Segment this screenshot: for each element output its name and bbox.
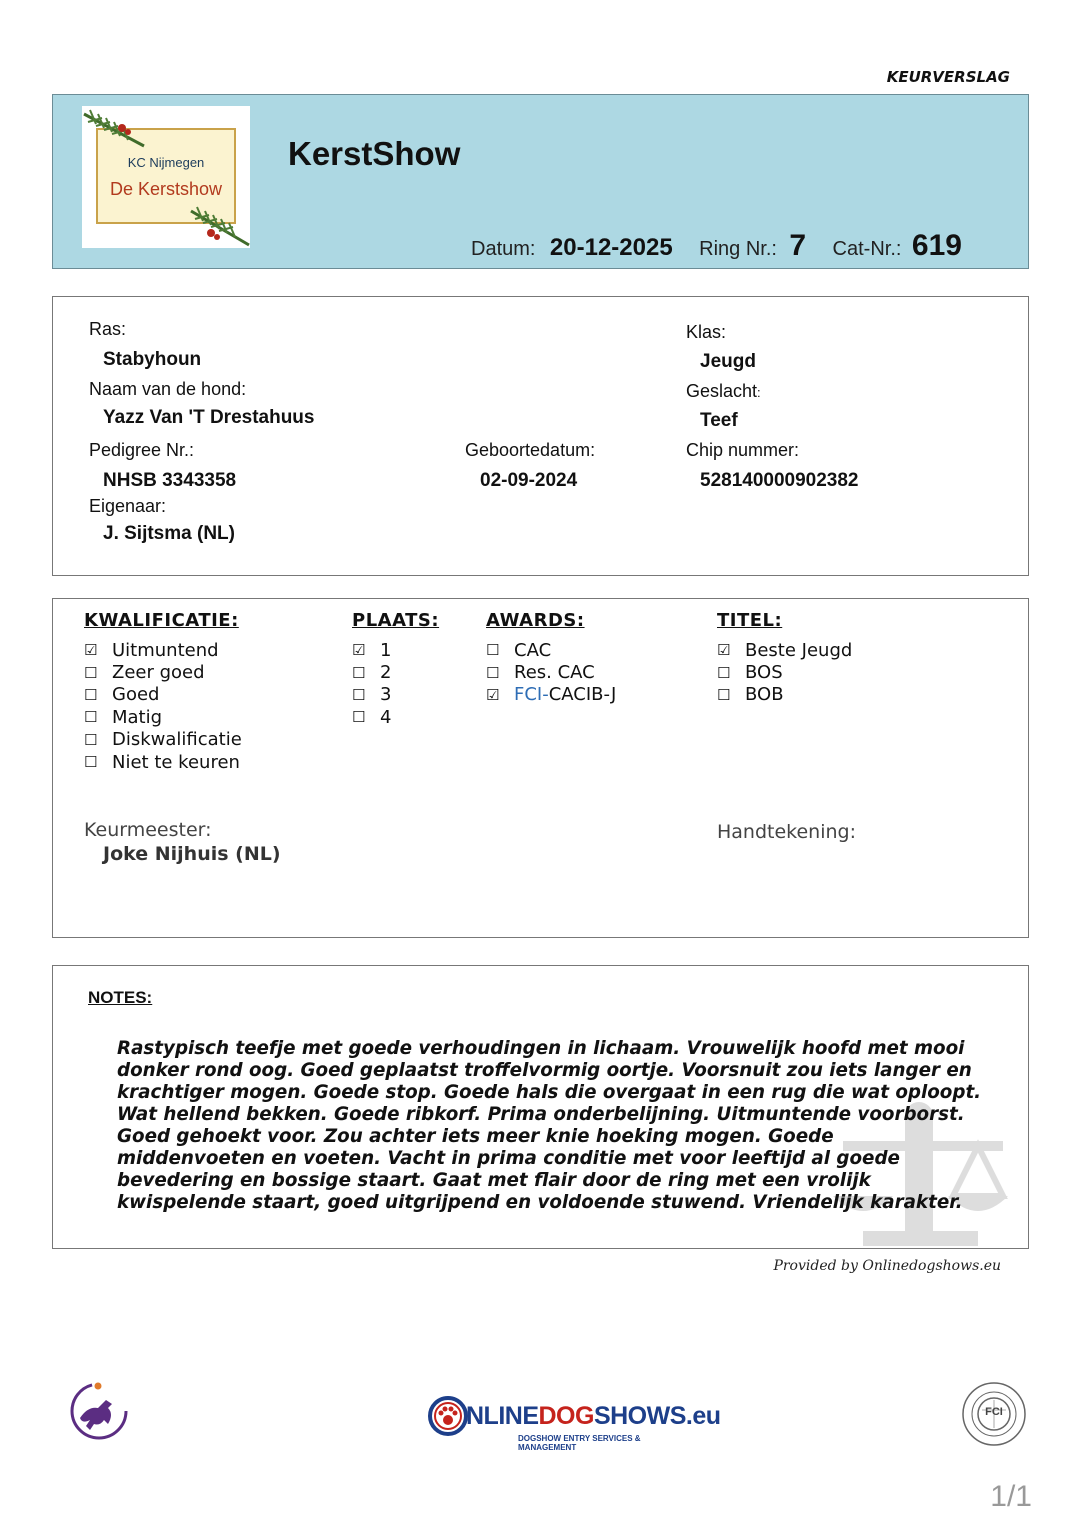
qualification-option-uitmuntend[interactable] <box>84 639 242 661</box>
qualification-option-matig[interactable] <box>84 706 242 728</box>
document-type: KEURVERSLAG <box>886 68 1010 86</box>
qualification-option-diskwalificatie[interactable] <box>84 729 242 751</box>
checkbox[interactable]: ☐ <box>486 663 500 682</box>
wordmark-part: SHOWS.eu <box>593 1402 721 1430</box>
title-option-bos[interactable] <box>717 661 852 683</box>
qualification-option-zeer-goed[interactable] <box>84 661 242 683</box>
option-label: BOB <box>745 684 784 706</box>
ring-value: 7 <box>789 229 807 262</box>
fci-prefix: FCI- <box>514 684 549 706</box>
sex-label <box>686 381 761 402</box>
results-panel <box>52 598 1029 938</box>
signature-label: Handtekening: <box>717 821 857 843</box>
option-label: 2 <box>380 662 392 684</box>
option-label: Goed <box>112 684 160 706</box>
award-option-cacib-j[interactable] <box>486 684 616 706</box>
chip-value: 528140000902382 <box>700 470 859 491</box>
option-label: Res. CAC <box>514 662 595 684</box>
sex-label-text: Geslacht <box>686 381 758 401</box>
notes-panel <box>52 965 1029 1249</box>
qualification-column <box>84 610 242 773</box>
option-label: Matig <box>112 706 163 728</box>
class-value: Jeugd <box>700 351 756 372</box>
header-banner <box>52 94 1029 269</box>
checkbox[interactable]: ☐ <box>486 641 500 660</box>
checkbox[interactable]: ☐ <box>84 708 98 727</box>
award-option-res-cac[interactable] <box>486 661 616 683</box>
awards-column <box>486 610 616 706</box>
paw-icon <box>428 1394 468 1438</box>
option-label: Niet te keuren <box>112 751 240 773</box>
date-label: Datum: <box>471 238 536 260</box>
title-option-beste-jeugd[interactable] <box>717 639 852 661</box>
breed-label: Ras: <box>89 319 127 339</box>
show-logo-name: De Kerstshow <box>109 179 223 199</box>
event-meta-row <box>471 229 984 263</box>
option-label: 4 <box>380 706 392 728</box>
onlinedogshows-wordmark <box>466 1402 721 1431</box>
option-label: Beste Jeugd <box>745 639 853 661</box>
notes-text: Rastypisch teefje met goede verhoudingen in lichaam. Vrouwelijk hoofd met mooi donker rond oog. Goed geplaatst troffelvormig oortje. Voorsnuit zou iets langer en krachtiger mogen. Goede stop. Goede hals die overgaat in een rug die wat oploopt. Wat hellend bekken. Goede ribkorf. Prima onderbelijning. Uitmuntende voorborst. Goed gehoekt voor. Zou achter iets meer knie hoeking mogen. Goede middenvoeten en voeten. Vacht in prima conditie met voor leeftijd al goede bevedering en bossige staart. Gaat met flair door de ring met een vrolijk kwispelende staart, goed uitgrijpend en voldoende stuwend. Vriendelijk karakter. <box>117 1038 982 1213</box>
title-column <box>717 610 852 706</box>
awards-heading: AWARDS: <box>486 610 585 631</box>
dog-info-panel <box>52 296 1029 576</box>
checkbox[interactable]: ☑ <box>84 641 98 660</box>
sex-value: Teef <box>700 410 738 431</box>
chip-label: Chip nummer: <box>686 440 800 460</box>
provided-by: Provided by Onlinedogshows.eu <box>773 1258 1001 1274</box>
placement-options <box>352 639 439 729</box>
sex-label-colon: : <box>757 385 761 400</box>
awards-options <box>486 639 616 706</box>
option-label: CAC <box>514 639 552 661</box>
notes-heading: NOTES: <box>88 988 153 1007</box>
pine-branch-icon <box>187 201 251 249</box>
placement-heading: PLAATS: <box>352 610 440 631</box>
option-label: CACIB-J <box>548 684 617 706</box>
pedigree-label: Pedigree Nr.: <box>89 440 195 460</box>
owner-value: J. Sijtsma (NL) <box>103 523 235 544</box>
owner-label: Eigenaar: <box>89 496 167 516</box>
award-option-cac[interactable] <box>486 639 616 661</box>
dog-name-value: Yazz Van 'T Drestahuus <box>103 407 315 428</box>
placement-option-2[interactable] <box>352 661 439 683</box>
show-logo-club: KC Nijmegen <box>127 155 205 170</box>
birthdate-label: Geboortedatum: <box>465 440 596 460</box>
fci-seal-icon <box>960 1380 1028 1448</box>
breed-value: Stabyhoun <box>103 349 202 370</box>
cat-value: 619 <box>911 229 962 262</box>
date-value: 20-12-2025 <box>549 234 673 261</box>
checkbox[interactable]: ☑ <box>486 685 500 704</box>
onlinedogshows-tagline: DOGSHOW ENTRY SERVICES & MANAGEMENT <box>518 1434 641 1452</box>
checkbox[interactable]: ☑ <box>352 641 366 660</box>
event-title: KerstShow <box>288 135 461 172</box>
checkbox[interactable]: ☐ <box>352 708 366 727</box>
fci-seal-text: FCI <box>985 1406 1003 1418</box>
option-label: Uitmuntend <box>112 639 219 661</box>
option-label: 3 <box>380 684 392 706</box>
dog-agility-logo-icon <box>68 1380 130 1442</box>
page-number: 1/1 <box>990 1480 1032 1513</box>
placement-option-4[interactable] <box>352 706 439 728</box>
checkbox[interactable]: ☐ <box>717 685 731 704</box>
judge-label: Keurmeester: <box>84 819 212 841</box>
wordmark-part: NLINE <box>466 1402 539 1430</box>
pine-branch-icon <box>82 106 152 156</box>
checkbox[interactable]: ☑ <box>717 641 731 660</box>
checkbox[interactable]: ☐ <box>84 730 98 749</box>
option-label: BOS <box>745 662 783 684</box>
checkbox[interactable]: ☐ <box>84 753 98 772</box>
checkbox[interactable]: ☐ <box>352 685 366 704</box>
wordmark-dog: DOG <box>538 1402 594 1430</box>
dog-name-label: Naam van de hond: <box>89 379 247 399</box>
qualification-options <box>84 639 242 773</box>
cat-label: Cat-Nr.: <box>832 238 902 260</box>
pedigree-value: NHSB 3343358 <box>103 470 237 491</box>
judge-value: Joke Nijhuis (NL) <box>103 843 281 865</box>
option-label: 1 <box>380 639 392 661</box>
placement-column <box>352 610 439 729</box>
show-logo <box>82 106 250 248</box>
checkbox[interactable]: ☐ <box>352 663 366 682</box>
title-option-bob[interactable] <box>717 684 852 706</box>
placement-option-1[interactable] <box>352 639 439 661</box>
title-heading: TITEL: <box>717 610 783 631</box>
checkbox[interactable]: ☐ <box>84 685 98 704</box>
ring-label: Ring Nr.: <box>699 238 777 260</box>
onlinedogshows-logo <box>428 1394 721 1452</box>
qualification-option-goed[interactable] <box>84 684 242 706</box>
birthdate-value: 02-09-2024 <box>480 470 578 491</box>
class-label: Klas: <box>686 322 727 342</box>
title-options <box>717 639 852 706</box>
qualification-option-niet-te-keuren[interactable] <box>84 751 242 773</box>
checkbox[interactable]: ☐ <box>84 663 98 682</box>
placement-option-3[interactable] <box>352 684 439 706</box>
qualification-heading: KWALIFICATIE: <box>84 610 239 631</box>
option-label: Zeer goed <box>112 662 205 684</box>
option-label: Diskwalificatie <box>112 729 242 751</box>
checkbox[interactable]: ☐ <box>717 663 731 682</box>
